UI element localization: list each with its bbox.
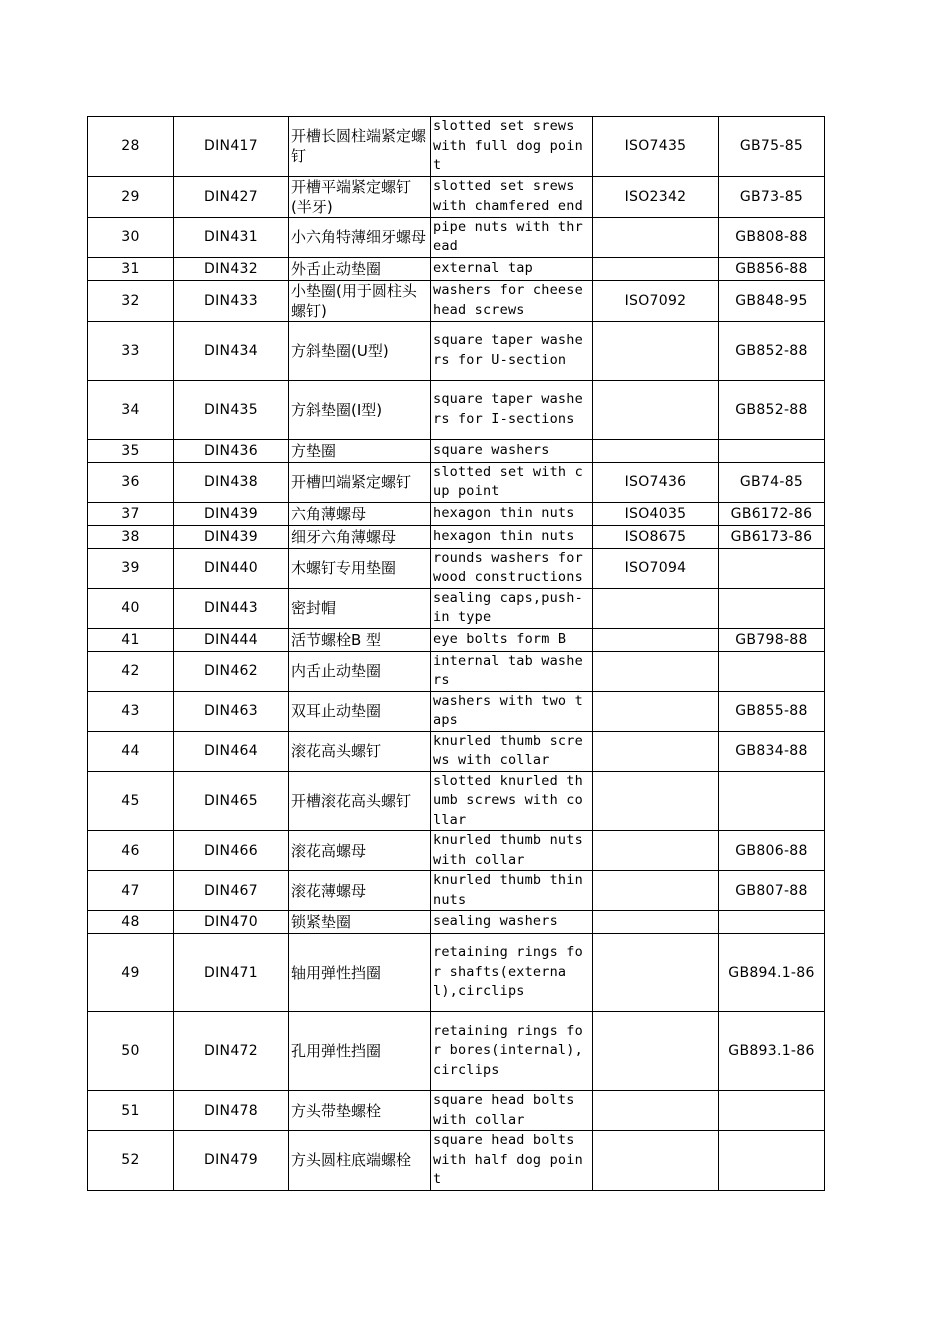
table-row (88, 1012, 825, 1091)
table-row (88, 588, 825, 628)
din-code: DIN472 (174, 1012, 289, 1091)
row-number: 30 (88, 217, 174, 257)
gb-code: GB834-88 (719, 731, 825, 771)
gb-code: GB807-88 (719, 871, 825, 911)
din-code: DIN444 (174, 628, 289, 651)
iso-code (593, 871, 719, 911)
english-name: square taper washers for I-sections (431, 380, 593, 439)
table-row (88, 217, 825, 257)
iso-code (593, 588, 719, 628)
chinese-name: 滚花高头螺钉 (289, 731, 431, 771)
table-row (88, 871, 825, 911)
iso-code (593, 439, 719, 462)
english-name: pipe nuts with thread (431, 217, 593, 257)
din-code: DIN439 (174, 502, 289, 525)
row-number: 37 (88, 502, 174, 525)
iso-code: ISO7092 (593, 280, 719, 321)
english-name: hexagon thin nuts (431, 525, 593, 548)
row-number: 41 (88, 628, 174, 651)
gb-code: GB852-88 (719, 380, 825, 439)
gb-code: GB855-88 (719, 691, 825, 731)
gb-code: GB808-88 (719, 217, 825, 257)
english-name: knurled thumb thin nuts (431, 871, 593, 911)
chinese-name: 滚花高螺母 (289, 831, 431, 871)
english-name: slotted set srews with full dog point (431, 117, 593, 177)
chinese-name: 方垫圈 (289, 439, 431, 462)
din-code: DIN435 (174, 380, 289, 439)
gb-code (719, 911, 825, 934)
din-code: DIN427 (174, 176, 289, 217)
gb-code (719, 771, 825, 831)
gb-code: GB806-88 (719, 831, 825, 871)
gb-code (719, 651, 825, 691)
gb-code (719, 439, 825, 462)
row-number: 28 (88, 117, 174, 177)
iso-code: ISO4035 (593, 502, 719, 525)
table-row (88, 628, 825, 651)
din-code: DIN439 (174, 525, 289, 548)
table-row (88, 439, 825, 462)
english-name: slotted knurled thumb screws with collar (431, 771, 593, 831)
english-name: square head bolts with collar (431, 1091, 593, 1131)
english-name: knurled thumb nuts with collar (431, 831, 593, 871)
english-name: internal tab washers (431, 651, 593, 691)
table-row (88, 1131, 825, 1191)
english-name: knurled thumb screws with collar (431, 731, 593, 771)
iso-code (593, 651, 719, 691)
chinese-name: 开槽平端紧定螺钉(半牙) (289, 176, 431, 217)
gb-code: GB6172-86 (719, 502, 825, 525)
english-name: rounds washers for wood constructions (431, 548, 593, 588)
din-code: DIN432 (174, 257, 289, 280)
iso-code (593, 1012, 719, 1091)
gb-code (719, 588, 825, 628)
din-code: DIN470 (174, 911, 289, 934)
table-row (88, 831, 825, 871)
table-row (88, 771, 825, 831)
chinese-name: 开槽滚花高头螺钉 (289, 771, 431, 831)
row-number: 51 (88, 1091, 174, 1131)
din-code: DIN478 (174, 1091, 289, 1131)
iso-code (593, 1131, 719, 1191)
table-row (88, 321, 825, 380)
iso-code (593, 934, 719, 1012)
table-row (88, 117, 825, 177)
chinese-name: 木螺钉专用垫圈 (289, 548, 431, 588)
iso-code (593, 771, 719, 831)
gb-code: GB852-88 (719, 321, 825, 380)
gb-code (719, 1091, 825, 1131)
chinese-name: 方头带垫螺栓 (289, 1091, 431, 1131)
gb-code: GB6173-86 (719, 525, 825, 548)
gb-code: GB856-88 (719, 257, 825, 280)
english-name: square taper washers for U-section (431, 321, 593, 380)
chinese-name: 开槽凹端紧定螺钉 (289, 462, 431, 502)
din-code: DIN417 (174, 117, 289, 177)
chinese-name: 轴用弹性挡圈 (289, 934, 431, 1012)
chinese-name: 方斜垫圈(U型) (289, 321, 431, 380)
english-name: external tap (431, 257, 593, 280)
row-number: 32 (88, 280, 174, 321)
table-row (88, 257, 825, 280)
chinese-name: 六角薄螺母 (289, 502, 431, 525)
din-code: DIN463 (174, 691, 289, 731)
din-code: DIN479 (174, 1131, 289, 1191)
table-row (88, 548, 825, 588)
table-row (88, 176, 825, 217)
gb-code (719, 1131, 825, 1191)
row-number: 40 (88, 588, 174, 628)
iso-code: ISO2342 (593, 176, 719, 217)
din-code: DIN443 (174, 588, 289, 628)
row-number: 43 (88, 691, 174, 731)
gb-code: GB893.1-86 (719, 1012, 825, 1091)
chinese-name: 外舌止动垫圈 (289, 257, 431, 280)
iso-code (593, 257, 719, 280)
din-code: DIN465 (174, 771, 289, 831)
row-number: 34 (88, 380, 174, 439)
chinese-name: 开槽长圆柱端紧定螺钉 (289, 117, 431, 177)
iso-code (593, 731, 719, 771)
english-name: washers for cheese head screws (431, 280, 593, 321)
din-code: DIN436 (174, 439, 289, 462)
iso-code: ISO7435 (593, 117, 719, 177)
chinese-name: 滚花薄螺母 (289, 871, 431, 911)
chinese-name: 锁紧垫圈 (289, 911, 431, 934)
row-number: 47 (88, 871, 174, 911)
row-number: 42 (88, 651, 174, 691)
gb-code: GB75-85 (719, 117, 825, 177)
english-name: sealing washers (431, 911, 593, 934)
din-code: DIN471 (174, 934, 289, 1012)
chinese-name: 方头圆柱底端螺栓 (289, 1131, 431, 1191)
iso-code: ISO7436 (593, 462, 719, 502)
chinese-name: 方斜垫圈(I型) (289, 380, 431, 439)
chinese-name: 孔用弹性挡圈 (289, 1012, 431, 1091)
chinese-name: 活节螺栓B 型 (289, 628, 431, 651)
din-code: DIN467 (174, 871, 289, 911)
gb-code (719, 548, 825, 588)
row-number: 33 (88, 321, 174, 380)
english-name: slotted set srews with chamfered end (431, 176, 593, 217)
chinese-name: 双耳止动垫圈 (289, 691, 431, 731)
english-name: washers with two taps (431, 691, 593, 731)
row-number: 36 (88, 462, 174, 502)
iso-code (593, 691, 719, 731)
table-row (88, 502, 825, 525)
iso-code: ISO7094 (593, 548, 719, 588)
table-row (88, 1091, 825, 1131)
table-row (88, 651, 825, 691)
table-row (88, 691, 825, 731)
english-name: retaining rings for shafts(external),circlips (431, 934, 593, 1012)
din-code: DIN431 (174, 217, 289, 257)
row-number: 49 (88, 934, 174, 1012)
iso-code (593, 911, 719, 934)
row-number: 29 (88, 176, 174, 217)
iso-code (593, 628, 719, 651)
iso-code (593, 380, 719, 439)
row-number: 46 (88, 831, 174, 871)
chinese-name: 小六角特薄细牙螺母 (289, 217, 431, 257)
din-code: DIN440 (174, 548, 289, 588)
english-name: sealing caps,push-in type (431, 588, 593, 628)
english-name: hexagon thin nuts (431, 502, 593, 525)
table-row (88, 911, 825, 934)
row-number: 45 (88, 771, 174, 831)
din-code: DIN433 (174, 280, 289, 321)
iso-code (593, 321, 719, 380)
english-name: square washers (431, 439, 593, 462)
row-number: 52 (88, 1131, 174, 1191)
standards-table (87, 116, 825, 1191)
chinese-name: 内舌止动垫圈 (289, 651, 431, 691)
gb-code: GB848-95 (719, 280, 825, 321)
gb-code: GB798-88 (719, 628, 825, 651)
gb-code: GB73-85 (719, 176, 825, 217)
iso-code (593, 831, 719, 871)
table-row (88, 934, 825, 1012)
row-number: 31 (88, 257, 174, 280)
iso-code: ISO8675 (593, 525, 719, 548)
english-name: square head bolts with half dog point (431, 1131, 593, 1191)
chinese-name: 细牙六角薄螺母 (289, 525, 431, 548)
chinese-name: 小垫圈(用于圆柱头螺钉) (289, 280, 431, 321)
table-row (88, 280, 825, 321)
iso-code (593, 1091, 719, 1131)
gb-code: GB74-85 (719, 462, 825, 502)
chinese-name: 密封帽 (289, 588, 431, 628)
row-number: 50 (88, 1012, 174, 1091)
row-number: 48 (88, 911, 174, 934)
din-code: DIN464 (174, 731, 289, 771)
row-number: 35 (88, 439, 174, 462)
table-row (88, 380, 825, 439)
din-code: DIN438 (174, 462, 289, 502)
table-row (88, 731, 825, 771)
table-row (88, 462, 825, 502)
row-number: 44 (88, 731, 174, 771)
din-code: DIN466 (174, 831, 289, 871)
row-number: 38 (88, 525, 174, 548)
english-name: slotted set with cup point (431, 462, 593, 502)
gb-code: GB894.1-86 (719, 934, 825, 1012)
din-code: DIN434 (174, 321, 289, 380)
english-name: eye bolts form B (431, 628, 593, 651)
din-code: DIN462 (174, 651, 289, 691)
table-row (88, 525, 825, 548)
row-number: 39 (88, 548, 174, 588)
iso-code (593, 217, 719, 257)
english-name: retaining rings for bores(internal),circlips (431, 1012, 593, 1091)
